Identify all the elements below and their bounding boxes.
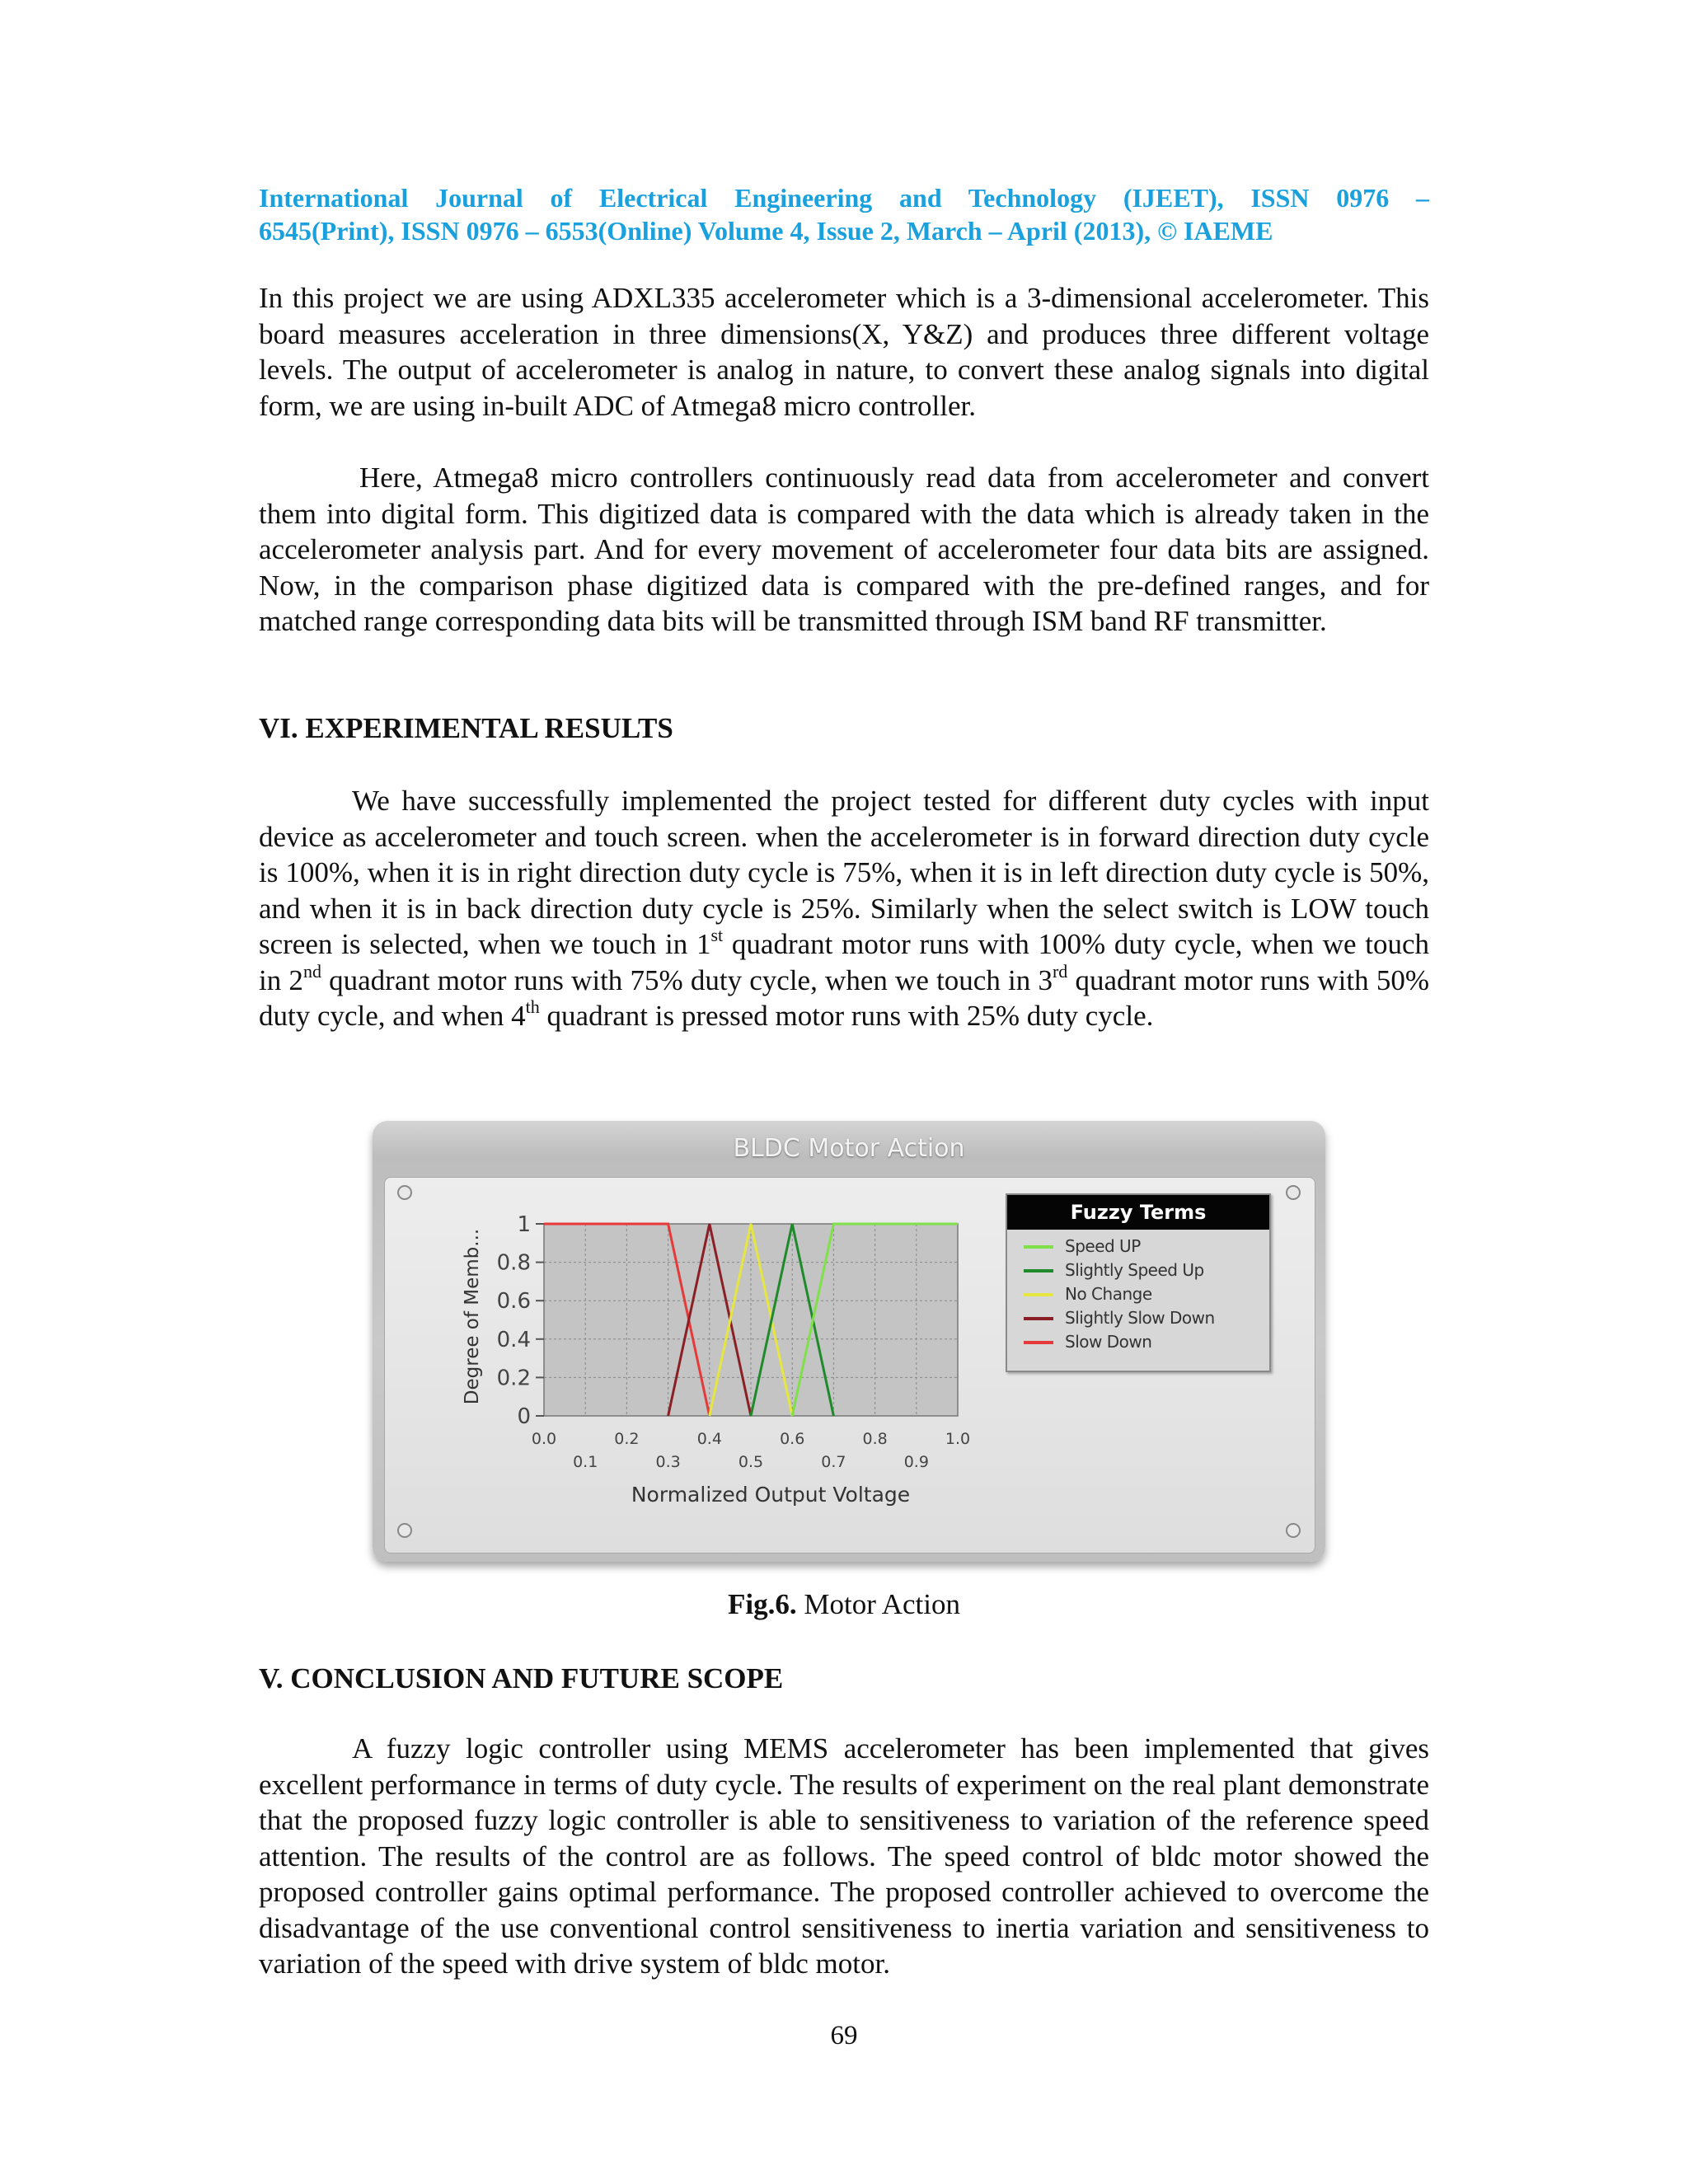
superscript: st	[710, 925, 724, 946]
x-tick-label: 0.3	[655, 1453, 681, 1471]
legend-item	[1007, 1282, 1269, 1306]
page-number: 69	[830, 2021, 858, 2050]
legend-item	[1007, 1330, 1269, 1354]
legend-label: Slightly Slow Down	[1065, 1308, 1215, 1328]
journal-header-line-1: International Journal of Electrical Engineering and Technology (IJEET), ISSN 0976 –	[259, 183, 1429, 213]
y-tick-label: 0.2	[496, 1366, 531, 1391]
y-tick-label: 0.8	[496, 1250, 531, 1276]
y-axis-label: Degree of Memb...	[462, 1228, 483, 1405]
paragraph-conclusion: A fuzzy logic controller using MEMS accelerometer has been implemented that gives excellent performance in terms of duty cycle. The results of experiment on the real plant demonstrate that the proposed fuzzy logic controller is able to sensitiveness to variation of the reference speed attention. The results of the control are as follows. The speed control of bldc motor showed the proposed controller gains optimal performance. The proposed controller achieved to overcome the disadvantage of the use conventional control sensitiveness to inertia variation and sensitiveness to variation of the speed with drive system of bldc motor.	[259, 1732, 1429, 1980]
legend-swatch	[1024, 1269, 1053, 1272]
y-tick-label: 1	[517, 1212, 531, 1237]
legend-items	[1007, 1230, 1269, 1354]
x-tick-label: 0.4	[696, 1430, 722, 1448]
text-run: quadrant motor runs with 100% duty cycle, when we touch in 2	[259, 928, 1430, 996]
x-tick-label: 1.0	[945, 1430, 971, 1448]
caption-label: Fig.6.	[728, 1588, 797, 1620]
legend-item	[1007, 1306, 1269, 1330]
superscript: nd	[302, 960, 321, 982]
x-tick-label: 0.0	[531, 1430, 557, 1448]
text-run: We have successfully implemented the project tested for different duty cycles with input device as accelerometer and touch screen. when the accelerometer is in forward direction duty cycle is 100%, when it is in right direction duty cycle is 75%, when it is in left direction duty cycle is 50%, and when it is in back direction duty cycle is 25%. Similarly when the select switch is LOW touch screen is selected, when we touch in 1	[259, 785, 1429, 960]
legend-label: Slow Down	[1065, 1332, 1152, 1352]
superscript: rd	[1052, 960, 1068, 982]
x-tick-label: 0.5	[738, 1453, 764, 1471]
legend-item	[1007, 1235, 1269, 1258]
legend-item	[1007, 1258, 1269, 1282]
text-run: quadrant is pressed motor runs with 25% duty cycle.	[539, 1000, 1154, 1032]
legend-swatch	[1024, 1293, 1053, 1296]
journal-header-line-2: 6545(Print), ISSN 0976 – 6553(Online) Volume 4, Issue 2, March – April (2013), © IAEME	[259, 216, 1273, 246]
paragraph-accelerometer: In this project we are using ADXL335 accelerometer which is a 3-dimensional accelerometer. This board measures acceleration in three dimensions(X, Y&Z) and produces three different voltage levels. The output of accelerometer is analog in nature, to convert these analog signals into digital form, we are using in-built ADC of Atmega8 micro controller.	[259, 282, 1429, 422]
x-tick-label: 0.9	[903, 1453, 929, 1471]
paragraph-experimental-results	[259, 783, 1429, 1034]
x-tick-label: 0.8	[862, 1430, 888, 1448]
legend-swatch	[1024, 1245, 1053, 1249]
text-run: quadrant motor runs with 75% duty cycle, when we touch in 3	[321, 963, 1053, 996]
y-tick-label: 0	[517, 1404, 531, 1429]
legend-label: No Change	[1065, 1284, 1152, 1304]
chart-title: BLDC Motor Action	[733, 1134, 965, 1163]
x-tick-label: 0.2	[614, 1430, 640, 1448]
caption-text: Motor Action	[796, 1588, 960, 1620]
figure-caption	[0, 1586, 1688, 1622]
x-tick-label: 0.6	[780, 1430, 805, 1448]
legend-label: Slightly Speed Up	[1065, 1260, 1204, 1280]
chart-legend	[1006, 1193, 1271, 1372]
x-tick-label: 0.1	[573, 1453, 598, 1471]
y-tick-label: 0.6	[496, 1289, 531, 1315]
x-axis-label: Normalized Output Voltage	[631, 1483, 911, 1507]
journal-header	[259, 181, 1429, 247]
legend-label: Speed UP	[1065, 1236, 1141, 1256]
legend-swatch	[1024, 1341, 1053, 1344]
legend-title: Fuzzy Terms	[1007, 1195, 1269, 1230]
legend-swatch	[1024, 1317, 1053, 1320]
text-run: quadrant motor runs with 50% duty cycle, and when 4	[259, 963, 1429, 1032]
section-heading-experimental-results: VI. EXPERIMENTAL RESULTS	[259, 712, 673, 744]
y-tick-label: 0.4	[496, 1327, 531, 1352]
figure-bldc-motor-action	[373, 1121, 1325, 1562]
section-heading-conclusion: V. CONCLUSION AND FUTURE SCOPE	[259, 1662, 784, 1694]
superscript: th	[525, 996, 540, 1018]
paragraph-atmega8: Here, Atmega8 micro controllers continuously read data from accelerometer and convert them into digital form. This digitized data is compared with the data which is already taken in the accelerometer analysis part. And for every movement of accelerometer four data bits are assigned. Now, in the comparison phase digitized data is compared with the pre-defined ranges, and for matched range corresponding data bits will be transmitted through ISM band RF transmitter.	[259, 462, 1429, 637]
x-tick-label: 0.7	[821, 1453, 846, 1471]
